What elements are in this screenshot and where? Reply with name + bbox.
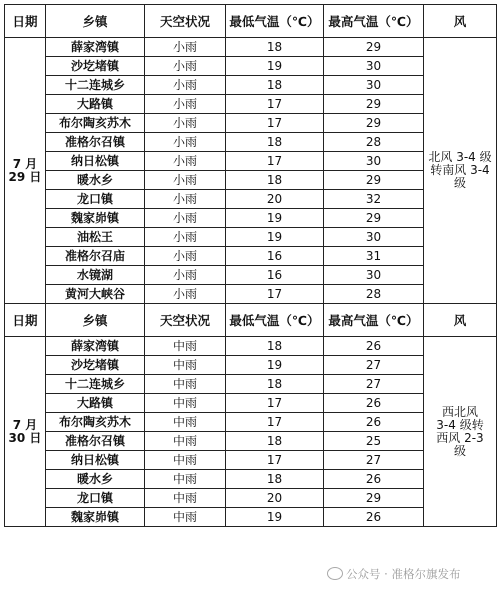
wind-line: 西风 2-3 xyxy=(436,430,484,445)
wind-line: 级 xyxy=(453,443,466,458)
low-temp-cell: 17 xyxy=(226,95,324,114)
low-temp-cell: 17 xyxy=(226,394,324,413)
low-temp-cell: 19 xyxy=(226,209,324,228)
header-date: 日期 xyxy=(5,304,46,337)
low-temp-cell: 18 xyxy=(226,337,324,356)
sky-cell: 中雨 xyxy=(145,432,226,451)
table-row xyxy=(5,432,497,451)
high-temp-cell: 30 xyxy=(324,152,424,171)
table-row xyxy=(5,95,497,114)
table-row xyxy=(5,171,497,190)
header-high-temp: 最高气温（℃） xyxy=(324,5,424,38)
header-town: 乡镇 xyxy=(46,304,145,337)
high-temp-cell: 32 xyxy=(324,190,424,209)
header-high-temp: 最高气温（℃） xyxy=(324,304,424,337)
high-temp-cell: 27 xyxy=(324,375,424,394)
high-temp-cell: 29 xyxy=(324,209,424,228)
low-temp-cell: 18 xyxy=(226,133,324,152)
low-temp-cell: 20 xyxy=(226,190,324,209)
date-line: 7 月 xyxy=(12,156,38,171)
low-temp-cell: 19 xyxy=(226,228,324,247)
sky-cell: 中雨 xyxy=(145,356,226,375)
sky-cell: 小雨 xyxy=(145,114,226,133)
date-cell xyxy=(5,38,46,304)
table-row xyxy=(5,470,497,489)
table-row xyxy=(5,266,497,285)
town-cell: 黄河大峡谷 xyxy=(46,285,145,304)
high-temp-cell: 30 xyxy=(324,76,424,95)
table-row xyxy=(5,285,497,304)
high-temp-cell: 26 xyxy=(324,337,424,356)
table-row xyxy=(5,489,497,508)
town-cell: 纳日松镇 xyxy=(46,152,145,171)
table-row xyxy=(5,451,497,470)
sky-cell: 小雨 xyxy=(145,76,226,95)
header-row xyxy=(5,5,497,38)
town-cell: 准格尔召庙 xyxy=(46,247,145,266)
table-row xyxy=(5,394,497,413)
forecast-table-body xyxy=(5,5,497,527)
header-low-temp: 最低气温（℃） xyxy=(226,304,324,337)
high-temp-cell: 30 xyxy=(324,57,424,76)
town-cell: 十二连城乡 xyxy=(46,76,145,95)
high-temp-cell: 26 xyxy=(324,413,424,432)
date-line: 29 日 xyxy=(8,169,42,184)
wind-cell xyxy=(424,337,497,527)
low-temp-cell: 16 xyxy=(226,247,324,266)
table-row xyxy=(5,190,497,209)
town-cell: 准格尔召镇 xyxy=(46,432,145,451)
table-row xyxy=(5,57,497,76)
wind-line: 转南风 3-4 xyxy=(430,163,490,177)
town-cell: 薛家湾镇 xyxy=(46,38,145,57)
table-row xyxy=(5,356,497,375)
low-temp-cell: 17 xyxy=(226,285,324,304)
header-town: 乡镇 xyxy=(46,5,145,38)
sky-cell: 中雨 xyxy=(145,337,226,356)
low-temp-cell: 18 xyxy=(226,470,324,489)
date-line: 30 日 xyxy=(8,430,42,445)
high-temp-cell: 29 xyxy=(324,489,424,508)
town-cell: 布尔陶亥苏木 xyxy=(46,413,145,432)
town-cell: 十二连城乡 xyxy=(46,375,145,394)
sky-cell: 小雨 xyxy=(145,171,226,190)
table-row xyxy=(5,228,497,247)
high-temp-cell: 29 xyxy=(324,171,424,190)
wind-cell xyxy=(424,38,497,304)
table-row xyxy=(5,508,497,527)
header-sky: 天空状况 xyxy=(145,5,226,38)
town-cell: 龙口镇 xyxy=(46,190,145,209)
high-temp-cell: 29 xyxy=(324,95,424,114)
town-cell: 油松王 xyxy=(46,228,145,247)
town-cell: 龙口镇 xyxy=(46,489,145,508)
town-cell: 薛家湾镇 xyxy=(46,337,145,356)
town-cell: 纳日松镇 xyxy=(46,451,145,470)
high-temp-cell: 28 xyxy=(324,133,424,152)
table-row xyxy=(5,375,497,394)
low-temp-cell: 18 xyxy=(226,38,324,57)
table-row xyxy=(5,247,497,266)
table-row xyxy=(5,38,497,57)
town-cell: 暖水乡 xyxy=(46,470,145,489)
table-row xyxy=(5,152,497,171)
high-temp-cell: 29 xyxy=(324,38,424,57)
header-wind: 风 xyxy=(424,304,497,337)
low-temp-cell: 17 xyxy=(226,413,324,432)
low-temp-cell: 18 xyxy=(226,171,324,190)
high-temp-cell: 27 xyxy=(324,451,424,470)
low-temp-cell: 17 xyxy=(226,451,324,470)
sky-cell: 小雨 xyxy=(145,57,226,76)
high-temp-cell: 26 xyxy=(324,394,424,413)
sky-cell: 小雨 xyxy=(145,95,226,114)
table-row xyxy=(5,114,497,133)
wind-line: 级 xyxy=(453,176,466,190)
table-row xyxy=(5,133,497,152)
high-temp-cell: 25 xyxy=(324,432,424,451)
low-temp-cell: 17 xyxy=(226,114,324,133)
sky-cell: 中雨 xyxy=(145,508,226,527)
high-temp-cell: 27 xyxy=(324,356,424,375)
sky-cell: 中雨 xyxy=(145,451,226,470)
high-temp-cell: 26 xyxy=(324,470,424,489)
low-temp-cell: 18 xyxy=(226,375,324,394)
sky-cell: 中雨 xyxy=(145,470,226,489)
low-temp-cell: 18 xyxy=(226,432,324,451)
town-cell: 大路镇 xyxy=(46,394,145,413)
watermark xyxy=(327,566,460,582)
town-cell: 沙圪堵镇 xyxy=(46,57,145,76)
sky-cell: 小雨 xyxy=(145,190,226,209)
town-cell: 魏家峁镇 xyxy=(46,209,145,228)
date-line: 7 月 xyxy=(12,417,38,432)
wind-line: 北风 3-4 级 xyxy=(428,150,492,164)
town-cell: 沙圪堵镇 xyxy=(46,356,145,375)
date-cell xyxy=(5,337,46,527)
header-low-temp: 最低气温（℃） xyxy=(226,5,324,38)
town-cell: 魏家峁镇 xyxy=(46,508,145,527)
header-wind: 风 xyxy=(424,5,497,38)
wechat-icon xyxy=(327,567,343,580)
sky-cell: 小雨 xyxy=(145,247,226,266)
table-row xyxy=(5,209,497,228)
town-cell: 大路镇 xyxy=(46,95,145,114)
high-temp-cell: 28 xyxy=(324,285,424,304)
sky-cell: 小雨 xyxy=(145,228,226,247)
sky-cell: 小雨 xyxy=(145,38,226,57)
sky-cell: 小雨 xyxy=(145,133,226,152)
wind-line: 西北风 xyxy=(441,404,478,419)
high-temp-cell: 29 xyxy=(324,114,424,133)
table-row xyxy=(5,337,497,356)
low-temp-cell: 19 xyxy=(226,508,324,527)
table-row xyxy=(5,76,497,95)
high-temp-cell: 26 xyxy=(324,508,424,527)
town-cell: 暖水乡 xyxy=(46,171,145,190)
table-row xyxy=(5,413,497,432)
sky-cell: 小雨 xyxy=(145,152,226,171)
sky-cell: 小雨 xyxy=(145,266,226,285)
header-date: 日期 xyxy=(5,5,46,38)
town-cell: 水镜湖 xyxy=(46,266,145,285)
header-sky: 天空状况 xyxy=(145,304,226,337)
town-cell: 准格尔召镇 xyxy=(46,133,145,152)
town-cell: 布尔陶亥苏木 xyxy=(46,114,145,133)
low-temp-cell: 20 xyxy=(226,489,324,508)
sky-cell: 中雨 xyxy=(145,413,226,432)
sky-cell: 小雨 xyxy=(145,285,226,304)
low-temp-cell: 19 xyxy=(226,57,324,76)
low-temp-cell: 18 xyxy=(226,76,324,95)
low-temp-cell: 19 xyxy=(226,356,324,375)
high-temp-cell: 30 xyxy=(324,228,424,247)
watermark-text: 公众号 · 准格尔旗发布 xyxy=(346,567,461,581)
high-temp-cell: 31 xyxy=(324,247,424,266)
sky-cell: 中雨 xyxy=(145,375,226,394)
forecast-table xyxy=(4,4,497,527)
low-temp-cell: 16 xyxy=(226,266,324,285)
sky-cell: 中雨 xyxy=(145,394,226,413)
high-temp-cell: 30 xyxy=(324,266,424,285)
wind-line: 3-4 级转 xyxy=(436,417,484,432)
low-temp-cell: 17 xyxy=(226,152,324,171)
sky-cell: 小雨 xyxy=(145,209,226,228)
header-row xyxy=(5,304,497,337)
sky-cell: 中雨 xyxy=(145,489,226,508)
